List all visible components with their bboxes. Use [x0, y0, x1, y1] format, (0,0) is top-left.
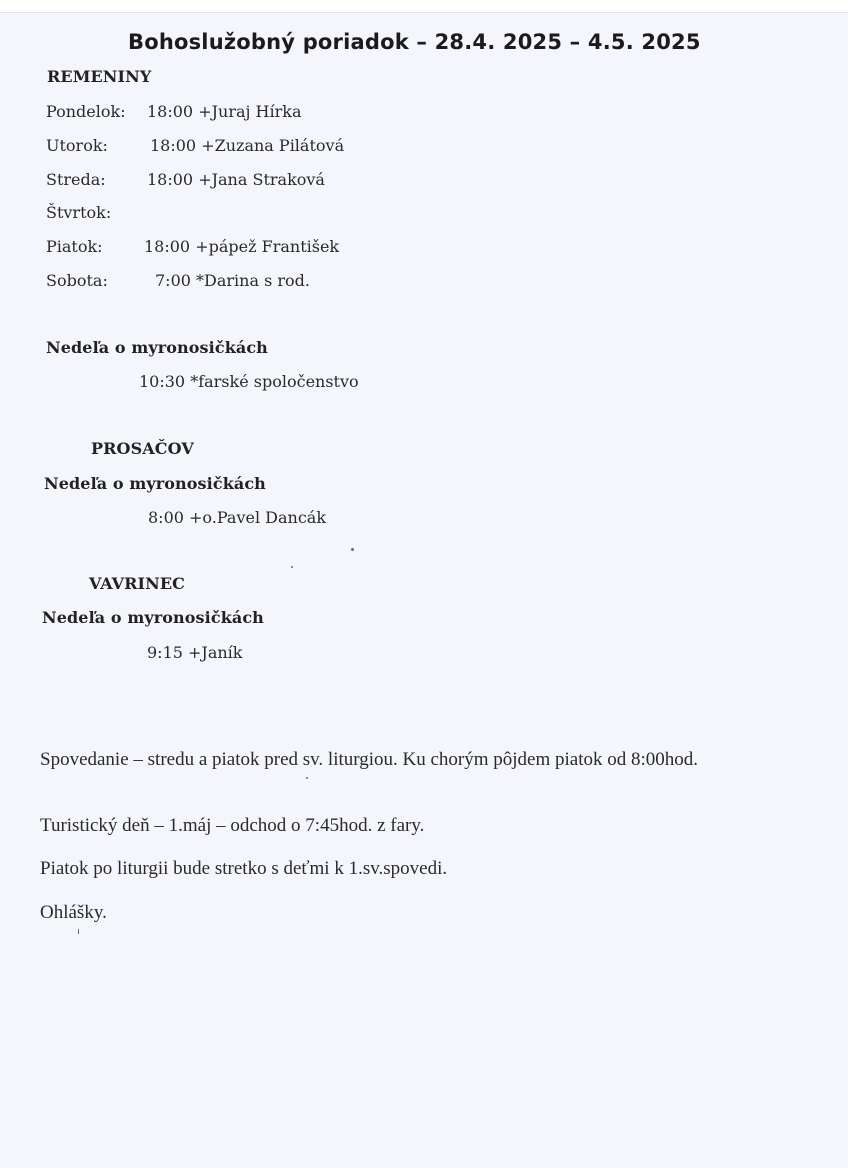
- page-title: Bohoslužobný poriadok – 28.4. 2025 – 4.5. 2025: [128, 30, 701, 54]
- announcement-hiking-day: Turistický deň – 1.máj – odchod o 7:45hod. z fary.: [40, 815, 425, 836]
- section-heading-vavrinec: VAVRINEC: [89, 574, 185, 593]
- sunday-intention-remeniny: 10:30 *farské spoločenstvo: [139, 372, 359, 391]
- day-label: Štvrtok:: [46, 203, 112, 222]
- mass-intention: 18:00 +Zuzana Pilátová: [150, 136, 345, 155]
- announcement-children-meeting: Piatok po liturgii bude stretko s deťmi k 1.sv.spovedi.: [40, 858, 448, 879]
- day-label: Utorok:: [46, 136, 108, 155]
- announcement-confession: Spovedanie – stredu a piatok pred sv. liturgiou. Ku chorým pôjdem piatok od 8:00hod.: [40, 749, 699, 770]
- day-label: Streda:: [46, 170, 106, 189]
- section-heading-prosacov: PROSAČOV: [91, 439, 194, 458]
- mass-intention: 7:00 *Darina s rod.: [155, 271, 310, 290]
- scan-speck: [291, 566, 293, 568]
- day-label: Sobota:: [46, 271, 108, 290]
- sunday-heading-remeniny: Nedeľa o myronosičkách: [46, 338, 268, 357]
- sunday-heading-prosacov: Nedeľa o myronosičkách: [44, 474, 266, 493]
- sunday-intention-vavrinec: 9:15 +Janík: [147, 643, 243, 662]
- mass-intention: 18:00 +Jana Straková: [147, 170, 325, 189]
- mass-intention: 18:00 +pápež František: [144, 237, 340, 256]
- scan-speck: [351, 548, 354, 551]
- day-label: Piatok:: [46, 237, 103, 256]
- day-label: Pondelok:: [46, 102, 126, 121]
- scan-speck: [78, 929, 79, 934]
- scan-speck: [306, 777, 308, 779]
- sunday-heading-vavrinec: Nedeľa o myronosičkách: [42, 608, 264, 627]
- sunday-intention-prosacov: 8:00 +o.Pavel Dancák: [148, 508, 327, 527]
- scan-top-edge: [0, 0, 848, 13]
- section-heading-remeniny: REMENINY: [47, 67, 152, 86]
- announcement-ohlasky: Ohlášky.: [40, 902, 107, 923]
- mass-intention: 18:00 +Juraj Hírka: [147, 102, 302, 121]
